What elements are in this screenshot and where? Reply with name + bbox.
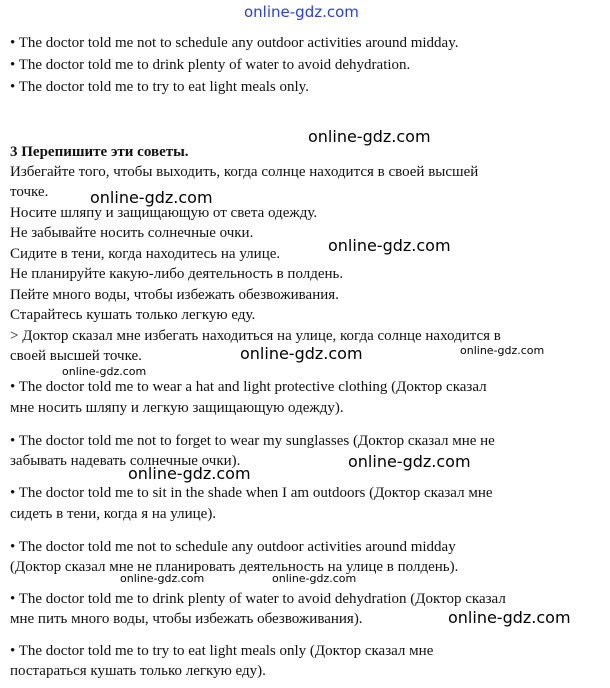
watermark[interactable]: online-gdz.com — [62, 365, 147, 378]
watermark[interactable]: online-gdz.com — [308, 127, 431, 146]
section-line: Сидите в тени, когда находитесь на улице. — [10, 246, 281, 262]
section-line: своей высшей точке. — [10, 348, 142, 364]
section-line: > Доктор сказал мне избегать находиться на улице, когда солнце находится в — [10, 328, 501, 344]
answer-line: забывать надевать солнечные очки). — [10, 453, 241, 469]
watermark[interactable]: online-gdz.com — [460, 344, 545, 357]
watermark[interactable]: online-gdz.com — [272, 572, 357, 585]
watermark-top[interactable]: online-gdz.com — [244, 3, 359, 21]
answer-line: постараться кушать только легкую еду). — [10, 663, 266, 679]
section-line: Не планируйте какую-либо деятельность в полдень. — [10, 266, 344, 282]
section-line: Не забывайте носить солнечные очки. — [10, 225, 254, 241]
section-heading: 3 Перепишите эти советы. — [10, 144, 189, 160]
answer-line: сидеть в тени, когда я на улице). — [10, 506, 217, 522]
answer-line: мне пить много воды, чтобы избежать обезвоживания). — [10, 611, 363, 627]
watermark[interactable]: online-gdz.com — [328, 236, 451, 255]
answer-line: • The doctor told me to drink plenty of water to avoid dehydration (Доктор сказал — [10, 591, 506, 607]
watermark[interactable]: online-gdz.com — [90, 188, 213, 207]
section-line: Носите шляпу и защищающую от света одежду. — [10, 205, 318, 221]
watermark[interactable]: online-gdz.com — [240, 344, 363, 363]
watermark[interactable]: online-gdz.com — [120, 572, 205, 585]
watermark[interactable]: online-gdz.com — [128, 464, 251, 483]
top-bullet: • The doctor told me to try to eat light meals only. — [10, 79, 309, 95]
answer-line: мне носить шляпу и легкую защищающую одежду). — [10, 400, 344, 416]
answer-line: • The doctor told me to wear a hat and light protective clothing (Доктор сказал — [10, 379, 487, 395]
section-line: Старайтесь кушать только легкую еду. — [10, 307, 256, 323]
answer-line: • The doctor told me not to forget to wear my sunglasses (Доктор сказал мне не — [10, 433, 495, 449]
answer-line: • The doctor told me not to schedule any outdoor activities around midday — [10, 539, 456, 555]
watermark[interactable]: online-gdz.com — [348, 452, 471, 471]
answer-line: (Доктор сказал мне не планировать деятельность на улице в полдень). — [10, 559, 459, 575]
watermark[interactable]: online-gdz.com — [448, 608, 571, 627]
section-line: Избегайте того, чтобы выходить, когда солнце находится в своей высшей — [10, 164, 479, 180]
section-line: точке. — [10, 184, 49, 200]
answer-line: • The doctor told me to sit in the shade when I am outdoors (Доктор сказал мне — [10, 485, 493, 501]
answer-line: • The doctor told me to try to eat light meals only (Доктор сказал мне — [10, 643, 434, 659]
top-bullet: • The doctor told me not to schedule any outdoor activities around midday. — [10, 35, 459, 51]
section-line: Пейте много воды, чтобы избежать обезвоживания. — [10, 287, 339, 303]
top-bullet: • The doctor told me to drink plenty of water to avoid dehydration. — [10, 57, 411, 73]
